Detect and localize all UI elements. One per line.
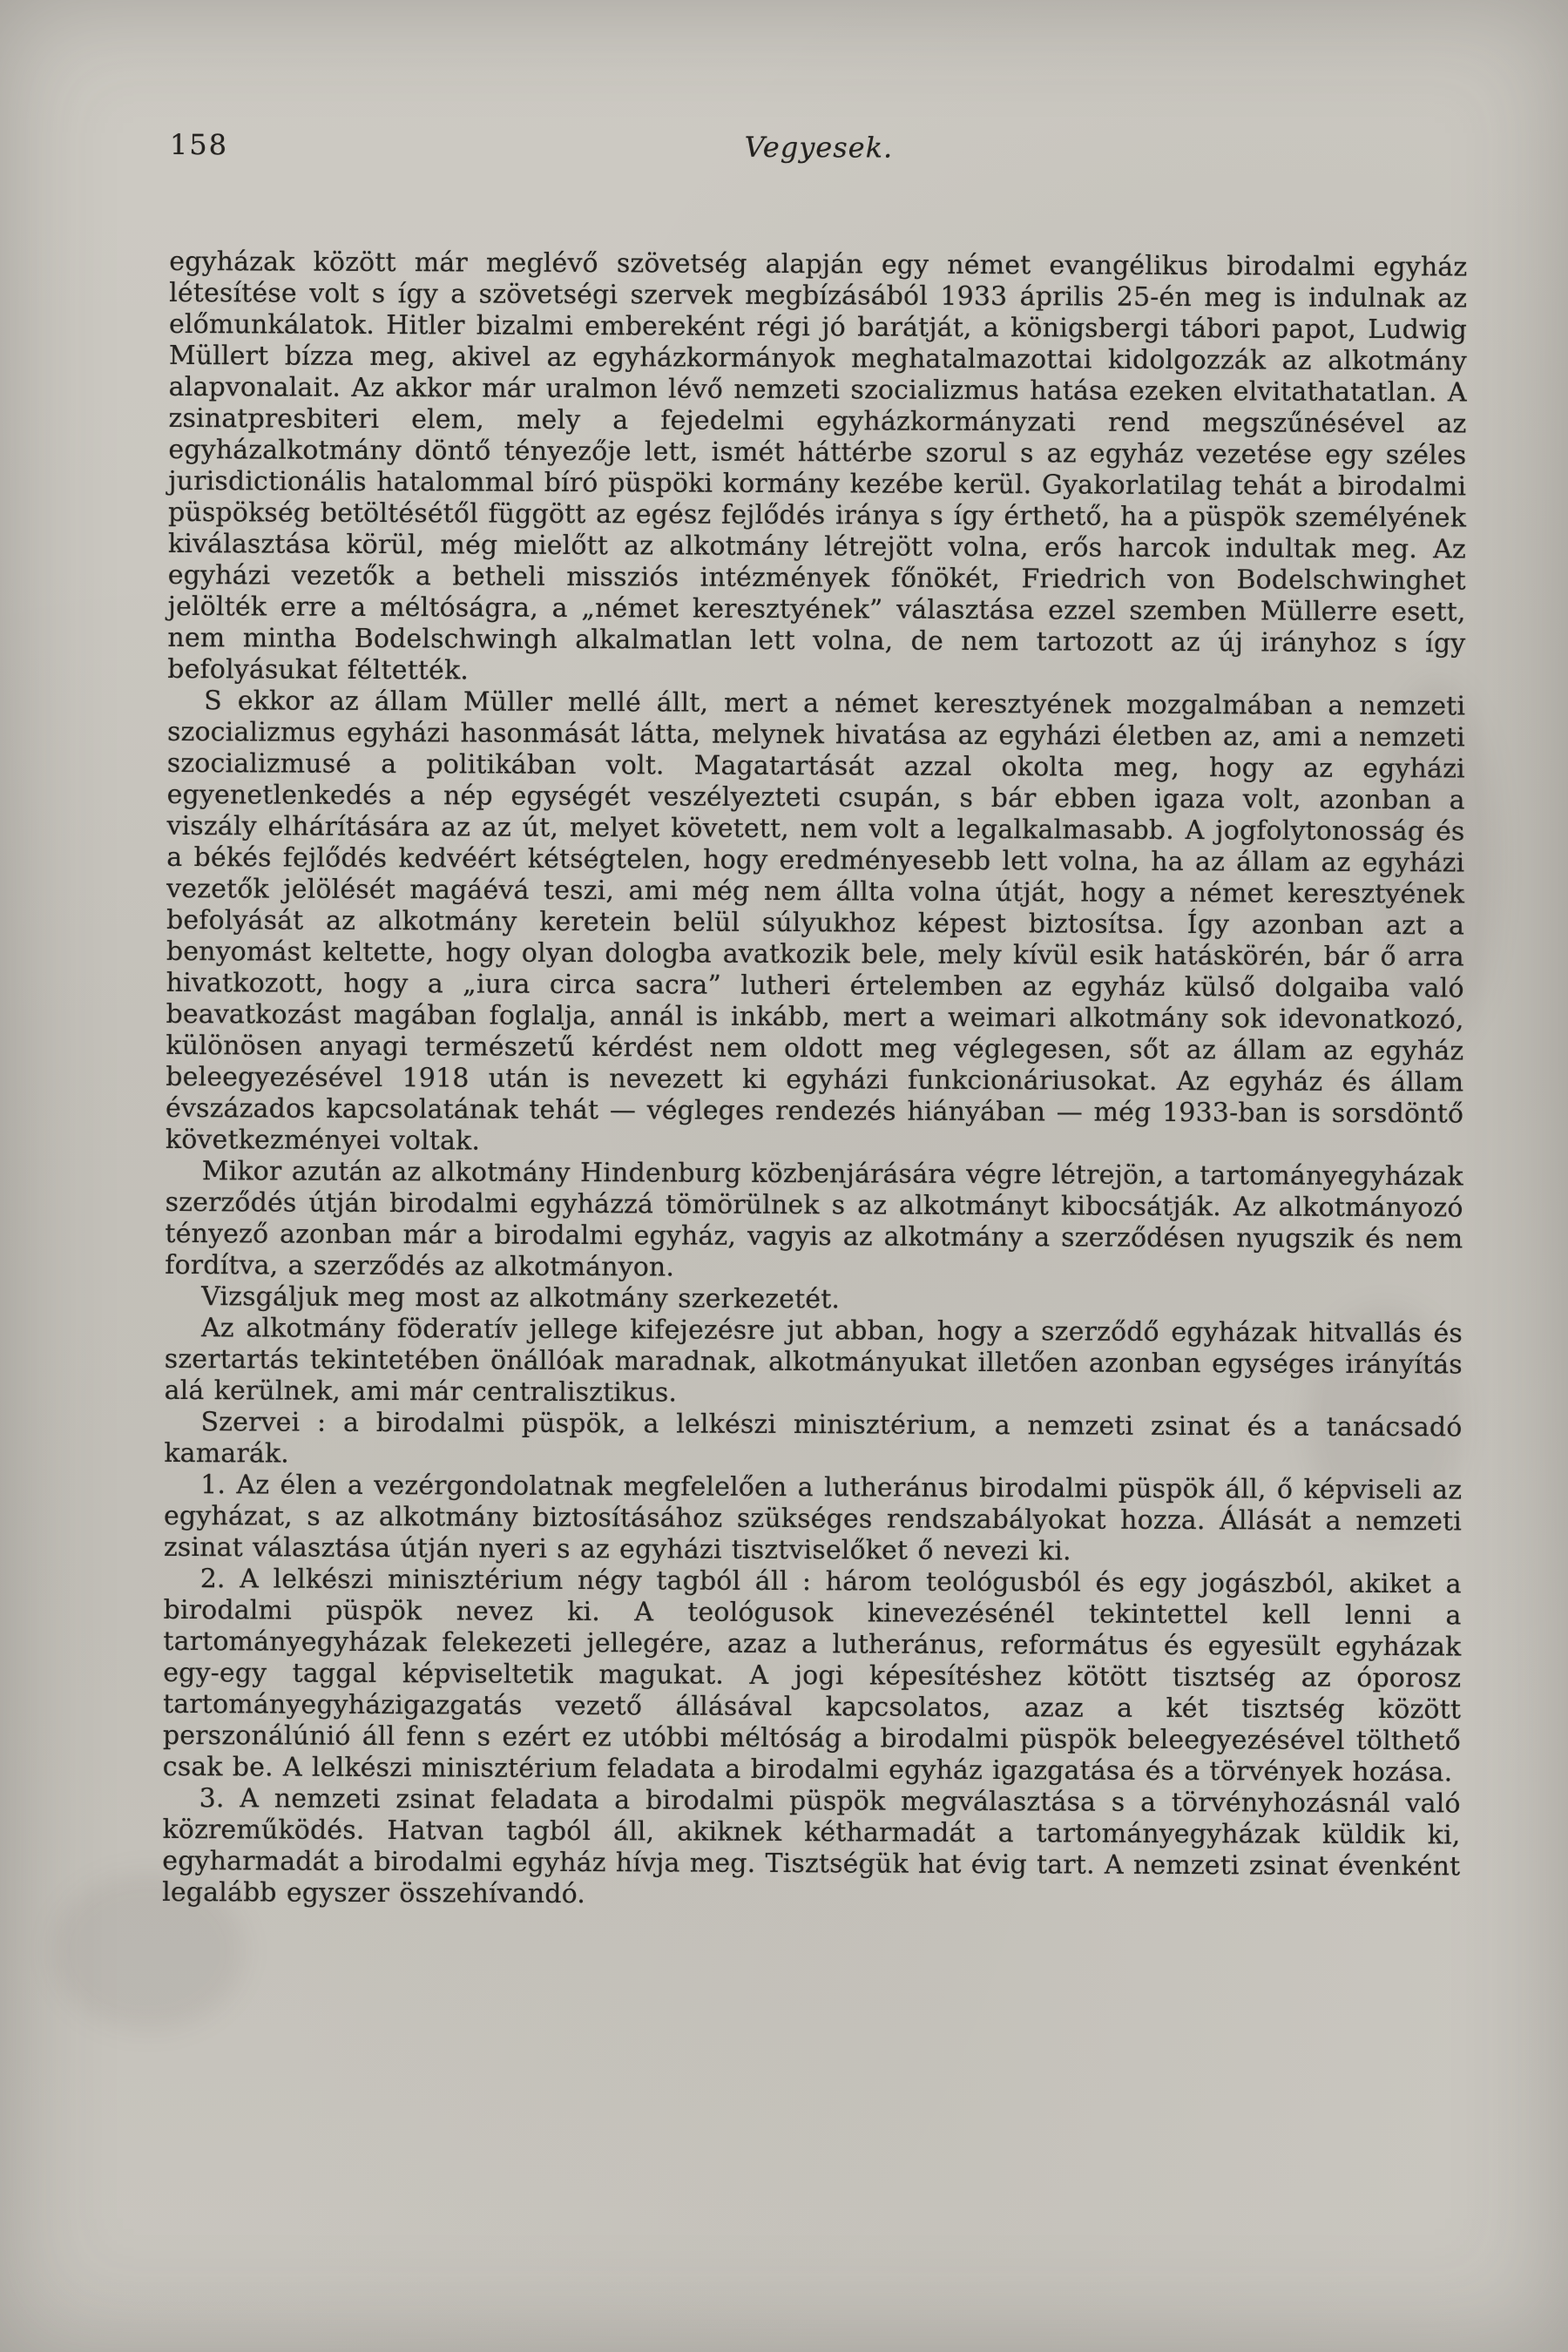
body-text xyxy=(162,247,1467,1914)
paragraph: Szervei : a birodalmi püspök, a lelkészi minisztérium, a nemzeti zsinat és a tanácsadó kamarák. xyxy=(164,1407,1463,1470)
list-item-paragraph-3: 3. A nemzeti zsinat feladata a birodalmi püspök megválasztása s a törvényhozásnál való közreműködés. Hatvan tagból áll, akiknek kétharmadát a tartományegyházak küldik ki, egyharmadát a birodalmi egyház hívja meg. Tisztségük hat évig tart. A nemzeti zsinat évenként legalább egyszer összehívandó. xyxy=(162,1783,1461,1910)
paragraph: Vizsgáljuk meg most az alkotmány szerkezetét. xyxy=(201,1281,841,1315)
page-number: 158 xyxy=(169,127,229,162)
page-header xyxy=(170,128,1468,172)
page-content xyxy=(0,127,1568,1915)
paragraph: Az alkotmány föderatív jellege kifejezésre jut abban, hogy a szerződő egyházak hitvallás és szertartás tekintetében önállóak maradnak, alkotmányukat illetően azonban egységes irányítás alá kerülnek, ami már centralisztikus. xyxy=(164,1313,1463,1409)
paragraph: S ekkor az állam Müller mellé állt, mert a német keresztyének mozgalmában a nemzeti szocializmus egyházi hasonmását látta, melynek hivatása az egyházi életben az, ami a nemzeti szocializmusé a politikában volt. Magatartását azzal okolta meg, hogy az egyházi egyenetlenkedés a nép egységét veszélyezteti csupán, s bár ebben igaza volt, azonban a viszály elhárítására az az út, melyet követett, nem volt a legalkalmasabb. A jogfolytonosság és a békés fejlődés kedvéért kétségtelen, hogy eredményesebb lett volna, ha az állam az egyházi vezetők jelölését magáévá teszi, ami még nem állta volna útját, hogy a német keresztyének befolyását az alkotmány keretein belül súlyukhoz képest biztosítsa. Így azonban azt a benyomást keltette, hogy olyan dologba avatkozik bele, mely kívül esik hatáskörén, bár ő arra hivatkozott, hogy a „iura circa sacra” lutheri értelemben az egyház külső dolgaiba való beavatkozást magában foglalja, annál is inkább, mert a weimari alkotmány sok idevonatkozó, különösen anyagi természetű kérdést nem oldott meg véglegesen, sőt az állam az egyház beleegyezésével 1918 után is nevezett ki egyházi funkcionáriusokat. Az egyház és állam évszázados kapcsolatának tehát — végleges rendezés hiányában — még 1933-ban is sorsdöntő következményei voltak. xyxy=(165,686,1466,1157)
paragraph: egyházak között már meglévő szövetség alapján egy német evangélikus birodalmi egyház létesítése volt s így a szövetségi szervek megbízásából 1933 április 25-én meg is indulnak az előmunkálatok. Hitler bizalmi embereként régi jó barátját, a königsbergi tábori papot, Ludwig Müllert bízza meg, akivel az egyházkormányok meghatalmazottai kidolgozzák az alkotmány alapvonalait. Az akkor már uralmon lévő nemzeti szocializmus hatása ezeken elvitathatatlan. A zsinatpresbiteri elem, mely a fejedelmi egyházkormányzati rend megszűnésével az egyházalkotmány döntő tényezője lett, ismét háttérbe szorul s az egyház vezetése egy széles jurisdictionális hatalommal bíró püspöki kormány kezébe kerül. Gyakorlatilag tehát a birodalmi püspökség betöltésétől függött az egész fejlődés iránya s így érthető, ha a püspök személyének kiválasztása körül, még mielőtt az alkotmány létrejött volna, erős harcok indultak meg. Az egyházi vezetők a betheli missziós intézmények főnökét, Friedrich von Bodelschwinghet jelölték erre a méltóságra, a „német keresztyének” választása ezzel szemben Müllerre esett, nem mintha Bodelschwingh alkalmatlan lett volna, de nem tartozott az új irányhoz s így befolyásukat féltették. xyxy=(167,246,1468,686)
list-item-paragraph-1: 1. Az élen a vezérgondolatnak megfelelően a lutheránus birodalmi püspök áll, ő képviseli az egyházat, s az alkotmány biztosításához szükséges rendszabályokat hozza. Állását a nemzeti zsinat választása útján nyeri s az egyházi tisztviselőket ő nevezi ki. xyxy=(163,1470,1463,1567)
paragraph: Mikor azután az alkotmány Hindenburg közbenjárására végre létrejön, a tartományegyházak szerződés útján birodalmi egyházzá tömörülnek s az alkotmányt kibocsátják. Az alkotmányozó tényező azonban már a birodalmi egyház, vagyis az alkotmány a szerződésen nyugszik és nem fordítva, a szerződés az alkotmányon. xyxy=(165,1156,1463,1283)
list-item-paragraph-2: 2. A lelkészi minisztérium négy tagból áll : három teológusból és egy jogászból, akiket a birodalmi püspök nevez ki. A teológusok kinevezésénél tekintettel kell lenni a tartományegyházak felekezeti jellegére, azaz a lutheránus, református és egyesült egyházak egy-egy taggal képviseltetik magukat. A jogi képesítéshez kötött tisztség az óporosz tartományegyházigazgatás vezető állásával kapcsolatos, azaz a két tisztség között perszonálúnió áll fenn s ezért ez utóbbi méltóság a birodalmi püspök beleegyezésével tölthető csak be. A lelkészi minisztérium feladata a birodalmi egyház igazgatása és a törvények hozása. xyxy=(162,1564,1462,1788)
running-header-title: Vegyesek. xyxy=(744,130,894,165)
